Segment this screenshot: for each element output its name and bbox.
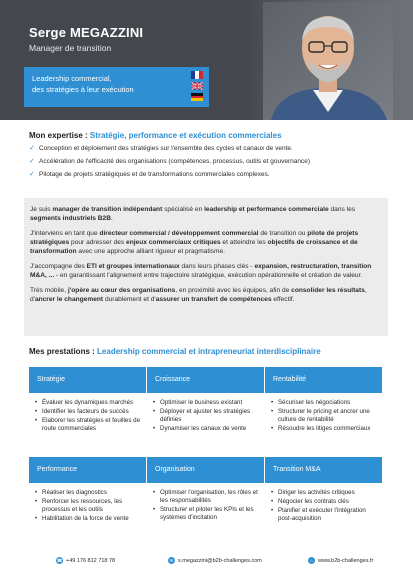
bullet-icon: •: [271, 408, 274, 415]
list-item: [271, 498, 379, 506]
body-text: et atteindre les: [220, 239, 268, 246]
prestations-row: [29, 367, 383, 457]
body-text: J'interviens en tant que: [30, 230, 100, 237]
emphasis-text: assurer un transfert de compétences: [155, 296, 272, 303]
prestation-list: [153, 399, 261, 433]
website-link[interactable]: www.b2b-challenges.fr: [318, 557, 374, 564]
body-text: J'accompagne des: [30, 263, 87, 270]
bullet-icon: •: [153, 408, 156, 415]
list-item-text: Renforcer les ressources, les processus et les outils: [42, 498, 123, 513]
prestation-heading: Stratégie: [29, 367, 147, 393]
list-item: [35, 515, 143, 523]
list-item: [153, 489, 261, 505]
email-icon: ✉: [169, 557, 174, 563]
prestations-row: [29, 457, 383, 547]
check-icon: ✓: [29, 158, 35, 165]
list-item-text: Réaliser les diagnostics: [42, 489, 107, 496]
bullet-icon: •: [271, 498, 274, 505]
prestation-body: [265, 483, 383, 547]
prestation-card: [147, 367, 265, 457]
list-item: [271, 425, 379, 433]
body-text: avec une approche alliant rigueur et pragmatisme.: [76, 248, 225, 255]
bullet-icon: •: [35, 399, 38, 406]
tagline-line-1: Leadership commercial,: [32, 74, 112, 83]
prestation-heading: Rentabilité: [265, 367, 383, 393]
prestation-card: [265, 367, 383, 457]
list-item-text: Planifier et exécuter l'intégration post-acquisition: [278, 507, 366, 522]
prestation-list: [35, 399, 143, 433]
prestation-list: [271, 489, 379, 523]
emphasis-text: pilote de projets stratégiques: [30, 230, 359, 246]
body-text: pour adresser des: [69, 239, 127, 246]
expertise-label: Mon expertise :: [29, 131, 88, 140]
list-item-text: Résoudre les litiges commerciaux: [278, 425, 371, 432]
footer-phone: [56, 557, 115, 564]
french-flag-icon: [191, 71, 203, 79]
tagline-line-2: des stratégies à leur exécution: [32, 85, 134, 94]
list-item-text: Habilitation de la force de vente: [42, 515, 129, 522]
prestation-list: [271, 399, 379, 433]
list-item-text: Dynamiser les canaux de vente: [160, 425, 247, 432]
portrait-photo: [263, 2, 393, 120]
intro-paragraph-2: [30, 229, 382, 256]
prestation-list: [35, 489, 143, 523]
footer: [56, 557, 396, 569]
list-item: [271, 399, 379, 407]
prestation-body: [29, 483, 147, 547]
british-flag-icon: [191, 82, 203, 90]
prestations-grid: [29, 367, 383, 547]
emphasis-text: directeur commercial / développement commercial: [99, 230, 259, 237]
expertise-heading: Stratégie, performance et exécution commerciales: [89, 131, 282, 140]
list-item: ✓ Accélération de l'efficacité des organisations (compétences, processus, outils et gouvernance): [29, 158, 311, 165]
prestation-body: [147, 393, 265, 457]
person-role: Manager de transition: [29, 43, 112, 53]
list-item: ✓ Pilotage de projets stratégiques et de transformations commerciales complexes.: [29, 171, 270, 178]
emphasis-text: leadership et performance commerciale: [204, 206, 329, 213]
prestation-body: [147, 483, 265, 547]
phone-icon: ☎: [56, 557, 63, 563]
language-flags: [191, 71, 203, 104]
prestation-heading: Croissance: [147, 367, 265, 393]
prestation-card: [29, 367, 147, 457]
bullet-icon: •: [153, 399, 156, 406]
footer-website: [308, 557, 373, 564]
body-text: durablement et d': [103, 296, 156, 303]
emphasis-text: expansion, restructuration, transition M&A, ...: [30, 263, 372, 279]
intro-paragraph-4: [30, 286, 382, 304]
body-text: Très mobile,: [30, 287, 68, 294]
body-text: de transition ou: [258, 230, 308, 237]
bullet-icon: •: [153, 506, 156, 513]
list-item-text: Négocier les contrats clés: [278, 498, 349, 505]
list-item-text: Diriger les activités critiques: [278, 489, 355, 496]
bullet-icon: •: [153, 425, 156, 432]
expertise-list: [29, 144, 389, 183]
bullet-icon: •: [35, 515, 38, 522]
prestation-card: [265, 457, 383, 547]
list-item: [35, 399, 143, 407]
list-item: [153, 425, 261, 433]
email-link[interactable]: s.megazzini@b2b-challenges.com: [178, 557, 262, 564]
list-item: [35, 498, 143, 514]
emphasis-text: consolider les résultats: [291, 287, 365, 294]
bullet-icon: •: [35, 408, 38, 415]
list-item: [153, 506, 261, 522]
list-item: [35, 417, 143, 433]
emphasis-text: ETI et groupes internationaux: [86, 263, 180, 270]
expertise-title: [29, 131, 282, 140]
list-item-text: Sécuriser les négociations: [278, 399, 351, 406]
check-icon: ✓: [29, 171, 35, 178]
list-item: [153, 408, 261, 424]
list-item: [271, 507, 379, 523]
intro-box: [24, 198, 388, 336]
prestation-heading: Performance: [29, 457, 147, 483]
list-item: ✓ Conception et déploiement des stratégies sur l'ensemble des cycles et canaux de vente.: [29, 145, 293, 152]
bullet-icon: •: [35, 489, 38, 496]
list-item: [271, 489, 379, 497]
list-item-text: Structurer et piloter les KPIs et les systèmes d'incitation: [160, 506, 254, 521]
body-text: , d': [30, 287, 367, 303]
list-item: [35, 408, 143, 416]
body-text: effectif.: [271, 296, 295, 303]
prestations-heading: Leadership commercial et intrapreneuriat interdisciplinaire: [97, 347, 321, 356]
bullet-icon: •: [153, 489, 156, 496]
intro-paragraph-3: [30, 262, 382, 280]
emphasis-text: ancrer le changement: [34, 296, 104, 303]
prestations-title: [29, 347, 321, 356]
bullet-icon: •: [271, 507, 274, 514]
body-text: spécialisé en: [162, 206, 205, 213]
prestation-body: [265, 393, 383, 457]
person-name: Serge MEGAZZINI: [29, 25, 144, 40]
phone-number[interactable]: +49 176 812 718 78: [66, 557, 116, 564]
tagline-box: [24, 67, 209, 107]
intro-paragraph-1: [30, 205, 382, 223]
prestation-heading: Organisation: [147, 457, 265, 483]
list-item-text: Déployer et ajuster les stratégies définies: [160, 408, 251, 423]
web-icon: ⌂: [308, 557, 315, 564]
emphasis-text: j'opère au cœur des organisations: [67, 287, 176, 294]
prestation-body: [29, 393, 147, 457]
bullet-icon: •: [271, 399, 274, 406]
footer-email: [168, 557, 262, 564]
list-item-text: Optimiser le business existant: [160, 399, 243, 406]
emphasis-text: segments industriels B2B: [30, 215, 111, 222]
list-item-text: Structurer le pricing et ancrer une culture de rentabilité: [278, 408, 370, 423]
body-text: - en garantissant l'alignement entre trajectoire stratégique, exécution opérationnelle et création de valeur.: [54, 272, 363, 279]
prestations-label: Mes prestations :: [29, 347, 95, 356]
emphasis-text: manager de transition indépendant: [52, 206, 163, 213]
header: [0, 0, 413, 120]
check-icon: ✓: [29, 145, 35, 152]
list-item: [153, 399, 261, 407]
body-text: Je suis: [30, 206, 53, 213]
emphasis-text: enjeux commerciaux critiques: [126, 239, 221, 246]
list-item-text: Identifier les facteurs de succès: [42, 408, 129, 415]
prestation-card: [147, 457, 265, 547]
prestation-list: [153, 489, 261, 522]
list-item: [271, 408, 379, 424]
list-item-text: Optimiser l'organisation, les rôles et les responsabilités: [160, 489, 258, 504]
german-flag-icon: [191, 93, 203, 101]
list-item-text: Évaluer les dynamiques marchés: [42, 399, 134, 406]
bullet-icon: •: [35, 498, 38, 505]
list-item-text: Elaborer les stratégies et feuilles de route commerciales: [42, 417, 141, 432]
bullet-icon: •: [35, 417, 38, 424]
body-text: dans les: [328, 206, 356, 213]
emphasis-text: objectifs de croissance et de transformation: [30, 239, 358, 255]
bullet-icon: •: [271, 425, 274, 432]
body-text: dans leurs phases clés -: [179, 263, 255, 270]
body-text: , en proximité avec les équipes, afin de: [175, 287, 292, 294]
prestation-heading: Transition M&A: [265, 457, 383, 483]
body-text: .: [110, 215, 113, 222]
list-item: [35, 489, 143, 497]
bullet-icon: •: [271, 489, 274, 496]
prestation-card: [29, 457, 147, 547]
